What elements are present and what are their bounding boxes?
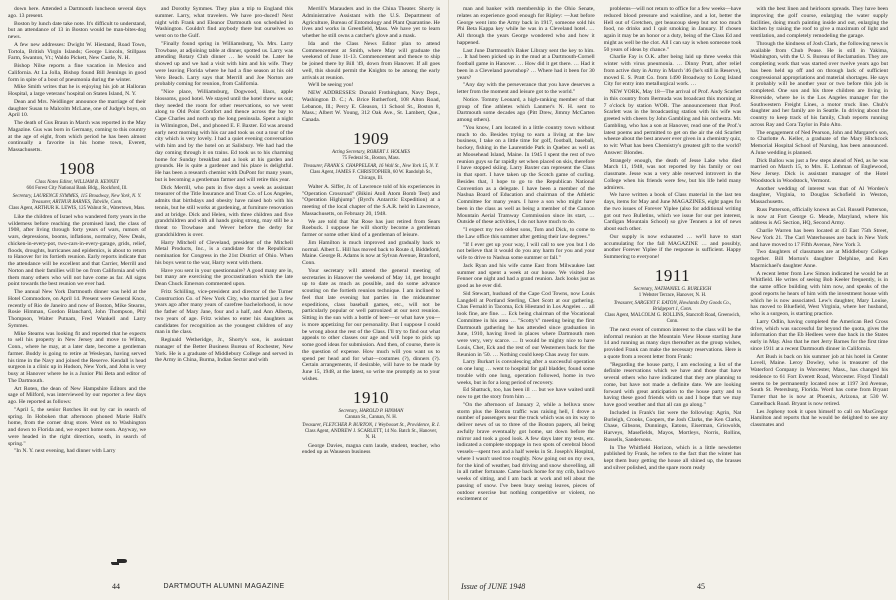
paragraph: NEW YORK, May 18—The arrival of Prof. Andy Scarlett in this country from Bermuda was broadcast this morning at 7 o'clock by station WOR. The announcement that Prof. Scarlett was in the broadcasting station with his wife was greeted with cheers by John Gambling and his orchestra. Mr. Gambling, who has a son at Hanover, read one of the Prof.'s latest poems and permitted to get on the air the old Scarlett wheeze about the best answer ever given in a chemistry quiz, to wit: What has been Chemistry's greatest gift to the world? Answer: Blondes.: [603, 89, 742, 156]
paragraph: Walter A. Siffer, Jr. of Lawrence told of his experiences in "Operation Crossroad" (Bikini Atoll Atom Bomb Test) and "Operation Highjump" (Byrd's Antarctic Expedition) at a meeting of the local chapter of the S.A.R. held in Lawrence, Massachusetts, on February 20, 1948.: [302, 183, 440, 217]
paragraph: Strangely enough, the death of Jesse Lake who died March 11, 1948, was not reported by his family or our classmate. Jesse was a very able reserved introvert in the College when his friends were few, but his life held many admirers.: [603, 157, 742, 191]
paragraph: We have written a book of Class material in the last ten days, items for May and June MAGAZINES, eight pages for the two issues of Forever Yiplee (also for additional writing got out two Bulletins, which we issue for our pet interest, Cardigan Mountain School) so give Tenners a lot of news about each other.: [603, 192, 742, 232]
paragraph: problems—will not return to office for a few weeks—have reduced blood pressure and waistline, and a lot, better the Hell out of Gretchen, get beaucoup sleep but not too much food, no drinks and I quit smoking in January. If chosen again it may be an honor or a duty, being of the Class Ed and might as well be the clot. All I can say is when someone took 50 years of ideas by chance.": [603, 6, 742, 53]
class-year-heading: 1909: [353, 128, 389, 148]
paragraph: "You know, I am located in a little country town without much to do. Besides trying to earn a living at the law business, I take on a little time for golf, football, baseball, hockey, fishing in the Laurentide Park in Quebec as well as at Moosehead Island, Maine. In 1945 I spent the rest of two reunion guys so far rapidly set when placed on skis, therefore I have stopped skiing. Larry Baxter can represent the Class in that sport. I have taken up the Scotch game of curling. Besides that, I hope to go to the Republican National Convention as a delegate. I have been a member of the Nashua Board of Education and chairman of the Athletic Committee for many years. I have a son who might have been in the class as well as being a member of the Cannon Mountain Aerial Tramway Commission since its start, … Outside of these activities, I do not have much to do.: [457, 124, 595, 226]
paragraph: NEW ADDRESSES: Donald Frothingham, Navy Dept., Washington D. C.; A. Brice Rutherford, 108 Alton Road, Lebanon, Ill.; Percy E. Gleason, 11 School St., Boston 8, Mass.; Albert W. Young, 312 Oak Ave., St. Lambert, Que., Canada.: [302, 90, 440, 123]
paragraph: A recent letter from Lew Simon indicated he would be at Whitfield. He writes of seeing Bob Keeler frequently, is in the same office building with him now, and speaks of the good reports he hears of him with the investment house with which he is now associated. Lew's daughter, Mary Louise, has moved to Bluefield, West Virginia, where her husband, who is a surgeon, is starting practice.: [750, 270, 889, 317]
class-officer: Class Agent, JAMES F. CHRISTOPHER, 60 W. Randolph St., Chicago, Ill.: [309, 169, 433, 181]
class-officer: Class Agent, ANDREW J. SCARLETT, 14 No. Batch St., Hanover, N. H.: [304, 428, 438, 440]
paragraph: Your secretary will attend the general meeting of secretaries in Hanover the weekend of May 14, get brought up to date as much as possible, and do some advance scouting on the fortieth reunion technique. I am inclined to feel that late evening bat parties in the midsummer expeditions, class baseball games, etc., will not be particularly popular or well patronized at our next reunion. Sitting in the sun with a bottle of beer—or what have you—is more appetizing for our personality. But I suppose I could be wrong about the rest of the Class. I'll try to find out what appeals to other classes our age and will hope to pick up some good ideas for submission. And then, of course, there is the question of expense. How much will you want us to spend per head and for what—costumes (?), dinners (?). Certain arrangements, if desirable, will have to be made by June 15, 1948, at the latest, so write me promptly as to your wishes.: [302, 267, 440, 382]
paragraph: "Regarding the house party, I am enclosing a list of the definite reservations which we have and those that have several others who have indicated that they are planning to come, but have not made a definite date. We are looking forward with great anticipation to the house party and to having these good friends with us and I hope that we may have good weather and that all can go along.": [603, 361, 742, 408]
class-officer: Secretary, LAURENCE SYMMES, 115 Broadway, New York, N. Y.: [12, 193, 142, 199]
class-address: 1 Webster Terrace, Hanover, N. H.: [638, 292, 707, 298]
paragraph: We'll be seeing you!: [308, 82, 354, 89]
class-secretary: Acting Secretary, ROBERT J. HOLMES: [332, 149, 410, 155]
paragraph: Larry Odlin, having completed the American Red Cross drive, which was successful far beyond the quota, gives the information that the Eb Hedlees were due back in the States early in May. Also that he met Jerry Barnes for the first time since 1911 at a recent Dartmouth dinner in California.: [750, 318, 889, 352]
magazine-title: DARTMOUTH ALUMNI MAGAZINE: [163, 583, 285, 590]
paragraph: A few new addresses: Dwight W. Hiestand, Road Town, Tortola, British Virgin Islands; George Lincoln, Stillpass Farm, Swanton, Vt.; Waldo Pickett, New Castle, N. H.: [8, 41, 146, 62]
paragraph: Bishop Nilse reports a fine vacation in Mexico and California. At La Jolla, Bishop found Bill Jennings in good form in spite of a bout of pneumonia during the winter.: [8, 63, 146, 83]
paragraph: Charlie Warren has been located at 43 East 75th Street, New York 21. The Carl Waterhouses are back in New York and have moved to 17 Fifth Avenue, New York 3.: [750, 228, 889, 248]
paragraph: "In N. Y. next evening, had dinner with Larry: [14, 448, 116, 455]
class-secretary: Class Notes Editor, WILLIAM B. KENNEY: [35, 179, 119, 185]
class-secretary: Secretary, NATHANIEL G. BURLEIGH: [633, 286, 712, 292]
paragraph: "Finally found spring in Williamsburg, Va. Mrs. Larry Trowbase, at adjoining table at dinner, spotted us. Larry was attending Rotary Club dinner … he would be. Later he showed up and we had a visit with him and his wife. They were leaving Florida where he had a fine season at his old Vero Beach. Larry says that Merrill and Joe Norton are probably coming for reunion, from California.: [155, 40, 293, 88]
paragraph: "I expect my two oldest sons, Tom and Dick, to come to the Law office this summer after getting their law degrees.": [457, 227, 595, 240]
class-address: 604 Forest City National Bank Bldg., Rockford, Ill.: [26, 185, 128, 191]
paragraph: with the best linen and heirloom spreads. They have been improving the golf course, enlarging the water supply facilities, doing much painting inside and out, enlarging the kitchen by raising the roof to give a maximum of light and ventilation, and completely remodeling the garage.: [750, 6, 889, 39]
class-secretary: Secretary, HAROLD P. HINMAN: [338, 408, 404, 414]
page-number: 45: [697, 582, 705, 591]
hand-pointer-ornament-icon: [110, 556, 128, 566]
paragraph: The next event of common interest to the class will be the informal reunion at the Mountain View House starting June 14 and running as many days thereafter as the group wishes, provided Frank can make the necessary reservations. Here is a quote from a recent letter from Frank:: [603, 326, 742, 360]
left-page-footer: [12, 581, 436, 593]
class-year-heading: 1910: [353, 387, 389, 407]
column-1: [8, 6, 146, 574]
paragraph: Included in Frank's list were the following: Agrin, Nat Burleigh, Crooks, Coopers, the Josh Clarks, the Ken Clarks, Chase, Gibsons, Dunnings, Eatons, Eiserman, Griswolds, Harveys, Masefields, Mayos, Mortleys, Norris, Rollins, Russells, Sandersons.: [603, 409, 742, 443]
paragraph: Last June Dartmouth's Baker Library sent the key to him. … It had been picked up in the mud at a Dartmouth-Cornell football game in Hanover. … How did it get there. … Had it been in a Cleveland pawnshop? … Where had it been for 30 years?: [457, 47, 595, 81]
paragraph: "April 5, the senior Rotches lit out by car in search of spring. In Hoboken that afternoon phoned Marie Hall's home, from the corner drug store. Went on to Washington and down to Florida and, we expect home soon. Anyway, we were headed in the right direction, south, in search of spring.": [8, 406, 146, 447]
paragraph: Notice. Tommy Leonard, a high-ranking member of that group of fine athletes which Lanmer's N. H. sent to Dartmouth some decades ago (Pitt Drew, Jimmy McCarten among others).: [457, 96, 595, 123]
paragraph: Fritz Schilling, vice-president and director of the Turner Construction Co. of New York City, who married just a few years ago after many years of carefree bachelorhood, is now the father of Mary Jane, four and a half, and Ann Alberta, two years of age. Fritz wishes to enter his daughters as candidates for recognition as the youngest children of any man in the class.: [155, 288, 293, 336]
paragraph: Boston by lunch date take note. It's difficult to understand, but an attendance of 13 in Boston would be man-bites-dog news.: [8, 20, 146, 40]
paragraph: Reginald Wetheridge, Jr., Shorty's son, is assistant manager of the Better Business Bureau of Rochester, New York. He is a graduate of Middlebury College and served in the Army in China, Burma, Indian Sector and with: [155, 337, 293, 364]
class-officer: Class Agent, ARTHUR K. LEWIS, 125 Walnut St., Watertown, Mass.: [8, 205, 146, 211]
class-address: 75 Federal St., Boston, Mass.: [342, 155, 400, 161]
paragraph: Two daughters of classmates are at Middlebury College together. Bill Morton's daughter Delphine, and Ken Macmichael's daughter Anne.: [750, 249, 889, 269]
paragraph: Dick Merrill, who puts in five days a week as assistant treasurer of the Title Insurance and Trust Co. of Los Angeles, admits that birthdays and obesity have raised hob with his tennis, but he still works at gardening, at furniture renovation and at bridge. Dick and Helen, with three children and five grandchildren and with all hands going strong, may still be a threat to Trowbase and Wever before the derby for grandchildren is over.: [155, 184, 293, 238]
paragraph: Harry Mitchell of Cleveland, president of the Mitchell Metal Products, Inc., is a candidate for the Republican nomination for Congress in the 21st District of Ohio. When his boys went to the war, Harry went with them.: [155, 239, 293, 266]
paragraph: Have you sent in your questionnaire? A good many are in, but many are exercising the procrastination which the late Dean Chuck Emerson commented upon.: [155, 267, 293, 287]
column-2: [155, 6, 293, 574]
class-year-heading: 1911: [654, 265, 691, 285]
left-page-columns: [8, 6, 440, 574]
paragraph: "Any day with the perseverance that you have deserves a letter from the moment and leisure got to the world.": [457, 82, 595, 95]
paragraph: We are told that Nat Rose has just retired from Sears Roebuck. I suppose he will shortly become a gentleman farmer or some other kind of a gentleman of leisure.: [302, 218, 440, 238]
paragraph: "Nice place, Williamsburg, Dogwood, lilacs, apple blossoms, good hotel. We stayed until the hotel threw us out; they needed the room for other reservations, so we went along to Old Point Comfort and thence across the bay to Cape Charles and north up the long peninsula. Spent a night in Wilmington, Del., and phoned E. F. Baxter. Ed was around early next morning with his car and took us out a tour of the city which is very lovely. I had a quiet evening conversation with him and by the hotel on at Salisbury. We had had the day coming through it on trains. Ed took us to his charming home for Sunday breakfast and a look at his garden and grounds. He is quite a gardener and his place is delightful. He has been a research chemist with DuPont for many years, but is becoming a gentleman farmer and will retire this year.: [155, 89, 293, 183]
paragraph: Art Roten, the dean of New Hampshire Editors and the sage of Milford, was interviewed by our reporter a few days ago. He reported as follows:: [8, 385, 146, 405]
column-3: [302, 6, 440, 574]
class-year-heading: 1908: [59, 158, 95, 178]
class-address: Cannan St., Cannan, N. H.: [344, 414, 398, 420]
paragraph: Mike Smith writes that he is enjoying his job at Halloran Hospital, a large veterans' hospital on Staten Island, N. Y.: [8, 84, 146, 97]
paragraph: Sid Stewart, husband of the Cape Cod Towns, now Louis Langdell at Portland Sterling, Chet Scott at our gathering. Chas Fernald in Tacoma, Eck Hiestand in Los Angeles … all look fine, are fine. … Eck being chairman of the Vocational Committee in his area … "Scotty's" meeting being the first Dartmouth gathering he has attended since graduation in June, 1910, having lived in places where Dartmouth men were very, very scarce. … It would be mighty nice to have Louis, Chet, Eck and the rest of our Westerners back for the Reunion in '50. … Nothing could keep Chas away for sure.: [457, 290, 595, 358]
paragraph: Les Jopheny took it upon himself to call on MacGregor Hamilton and reports that he would be delighted to see any classmates and: [750, 408, 889, 428]
paragraph: Merrill's Marauders and in the China Theater. Shorty is Administrative Assistant with the U.S. Department of Agriculture, Bureau of Entomology and Plant Quarantine. He lives and works in Greenfield, Mass. We have yet to learn whether he still owns a catcher's glove and a mask.: [302, 6, 440, 39]
page-number: 44: [112, 582, 120, 591]
class-officer: Treasurer, SARGENT F. EATON, Howlands Dry Goods Co., Bridgeport 1, Conn.: [613, 300, 732, 312]
paragraph: Dean and Mrs. Neidlinger announce the marriage of their daughter Susan to Malcolm McLane, one of Judge's boys, on April 10.: [8, 98, 146, 119]
column-4: [457, 6, 595, 574]
paragraph: "On the afternoon of January 2, while a helluva snow storm plus the Boston traffic was raising hell, I drove a number of passengers near the truck which was on its way to deliver news of us to three of the Boston papers, all being awfully brave eventually got home, sat down before the mirror and took a good look. A few days later my tests, etc. indicated a complete stoppage in two spots of cerebral blood vessels—spent two and a half weeks in St. Joseph's Hospital, where I wasn't used too roughly. Now going out on my own, for the kind of weather, bad driving and snow shovelling, all in all rather fortunate. Came back home for my crib, had two weeks of sitting, and I am back at work and tell about the passing of snow. I've been busy seeing leaves, pieces of outdoor exercise but nothing competitive or violent, no excitement or: [457, 401, 595, 503]
paragraph: "If I ever get up your way, I will call to see you but I do not believe that it would do you any harm for you and your wife to drive to Nashua some summer or fall.": [457, 241, 595, 261]
issue-label: Issue of JUNE 1948: [461, 582, 526, 591]
paragraph: Ida and the Class News Editor plan to attend Commencement at Smith, where May will graduate the weekend of June 11-13. Commencement and thence to ship be joined there by Bill '49, down from Hanover. If all goes well, this should permit the Knights to be among the early arrivals at reunion.: [302, 40, 440, 81]
class-officer: Class Agent, MALCOLM G. ROLLINS, Stancroft Road, Greenwich, Conn.: [604, 312, 741, 324]
paragraph: Like the children of Israel who wandered forty years in the wilderness before reaching the promised land, the class of 1908, after living through forty years of wars, rumors of wars, depressions, booms, inflations, normalcy, New Deals, chicken-in-every-pot, two-cars-in-every-garage, grids, relief, floods, droughts, hurricanes and epidemics, is about to return to Hanover for its fortieth reunion. Early reports indicate that the attendance will be excellent and that Carrier, Merrill and Norton and their families will be on from California and with them many others who will not have come as far. All signs point towards the best reunion we ever had.: [8, 213, 146, 288]
paragraph: Dick Ballou was just a few steps ahead of Ned, as he was married on March 15, to Mrs. E. Lothman of Englewood, New Jersey. Dick is assistant manager of the Hotel Woodstock in Woodstock, Vermont.: [750, 157, 889, 184]
right-page-footer: [461, 581, 884, 593]
paragraph: Jim Hamilton is much improved and gradually back to normal. Albert L. Hill has moved back to Route 4, Biddeford, Maine. George R. Adams is now at Sylvan Avenue, Branford, Conn.: [302, 239, 440, 266]
right-page: [449, 0, 896, 600]
paragraph: Mike Stearns was looking fit and reported that he expects to sell his property in New Jersey and move to Wilton, Conn., where he may, at a later date, become a gentleman farmer. Buddy is going to retire at Wesleyan, having served his time in the Navy and joined the Reserve. Kendall is head surgeon in a clinic up in Hudson, New York, and John is very busy at Hanover where he is a Junior Phi Beta and editor of The Dartmouth.: [8, 330, 146, 384]
column-6: [750, 6, 888, 574]
paragraph: Art Bush is back on his summer job at his hotel in Center Lovell, Maine. Leroy Dowley, who is treasurer of the Waterford Company in Worcester, Mass., has changed his residence to 61 Fort Everett Road, Worcester. Floyd Tindall seems to be permanently located now at 1197 3rd Avenue, South St. Petersburg, Florida. Word has come from Bryant Turner that he is now at Phoenix, Arizona, at 530 W. Camelback Road. Bryant is now retired.: [750, 353, 889, 407]
right-page-columns: [457, 6, 888, 574]
paragraph: man and banker with membership in the Ohio Senate, relates an experience good enough for Ripley: —Just before George went into the Army back in 1917, someone sold his Phi Beta Kappa key while he was in a Cleveland hotel. … All through the years George wondered who and how it happened.: [457, 6, 595, 46]
paragraph: Larry Burkart is convalescing after a successful operation on one lung … went to hospital for gall bladder, found some trouble with one lung, operation followed, home in two weeks, but in for a long period of recovery.: [457, 359, 595, 386]
paragraph: Ed Shattuck, too, has been ill … but we have waited until now to get the story from him …: [457, 387, 595, 400]
paragraph: In The Whitfield Horizon, which is a little newsletter published by Frank, he refers to the fact that the winter has kept them busy getting the house all shined up, the brasses and silver polished, and the spare room ready: [603, 444, 742, 471]
paragraph: The engagement of Ned Pearson, John and Margaret's son, to Charlotte A. Keller, a graduate of the Mary Hitchcock Memorial Hospital School of Nursing, has been announced. A June wedding is planned.: [750, 129, 889, 156]
class-officer: Treasurer, FLETCHER P. BURTON, 1 Weybosset St., Providence, R. I.: [302, 422, 440, 428]
paragraph: The death of Gus Braun in March was reported in the May Magazine. Gus was born in Germany, coming to this country at the age of eight, from which period he has been almost continually a favorite in his home town, Everett, Massachusetts.: [8, 120, 146, 153]
paragraph: The annual New York Dartmouth dinner was held at the Hotel Commodore, on April 14. Present were General Knox, recently of Rio de Janeiro and now of Boston, Mike Stearns, Rosie Himman, Gordon Blanchard, John Thompson, Phil Thompson, Walter Putnam, Fred Wankell and Larry Symmes.: [8, 289, 146, 329]
paragraph: Another wedding of interest was that of Al Worden's daughter, Virginia, to Douglas Schofield in Weston, Massachusetts.: [750, 185, 889, 205]
paragraph: Our supply is now exhausted … we'll have to start accumulating for the fall MAGAZINE … and possibly, another Forever Yiplee if the response is sufficient. Happy Summering to everyone!: [603, 233, 742, 260]
paragraph: George Davies, magna cum laude, student, teacher, who ended up as Wauseon business: [302, 442, 440, 456]
column-5: [604, 6, 742, 574]
paragraph: Russ Patterson, officially known as Col. Russell Patterson, is now at Fort George G. Meade, Maryland, where his address is AG Section, HQ, Second Army.: [750, 206, 889, 227]
paragraph: and Dorothy Symmes. They plan a trip to England this summer. Larry, what travelers. We have pro-duced! Next night with Frank and Eleanor Dartmouth son scheduled in Washington. Couldn't find anybody there but ourselves so went on to the Gulf.: [155, 6, 293, 39]
paragraph: Through the kindness of Josh Clark, the following news is available from Chub Pease. He is still in Yakima, Washington, with the U. S. Bureau of Reclamation. They are completing work that was started over twelve years ago but has been held up off and on through lack of sufficient congressional appropriations and material shortages. He says it probably will be another year or two before this job is completed. One son and his three children are living in Riverside, where he is the Los Angeles manager for the Southwestern Freight Lines, a motor truck line. Chub's daughter and her family are in Seattle. In driving about the country to keep track of his family, Chub reports running across Ray and Cora Taylor in Palo Alto.: [750, 40, 889, 128]
paragraph: down here. Attended a Dartmouth luncheon several days ago. 13 present.: [8, 6, 146, 19]
class-officer: Treasurer, FRANK S. CHAPPELEAR, 16 Wall St., New York 15, N. Y.: [303, 163, 439, 169]
paragraph: Charlie Fay is O.K. after being laid up three weeks this winter with virus pneumonia. … Dinny Pratt, after relief from active duty in Army in March '46 (he's still in Reserve), moved E. S. Pratt Co. from 1490 Broadway to Long Island City for entry into metallurgical work. …: [603, 54, 742, 88]
class-officer: Treasurer, ARTHUR BARNES, Tabville, Conn.: [31, 199, 123, 205]
paragraph: Jack Ryan and his wife came East from Milwaukee last summer and spent a week at our house. We visited Joe Fenner one night and had a grand reunion. Jack looks just as good as he ever did.: [457, 262, 595, 289]
